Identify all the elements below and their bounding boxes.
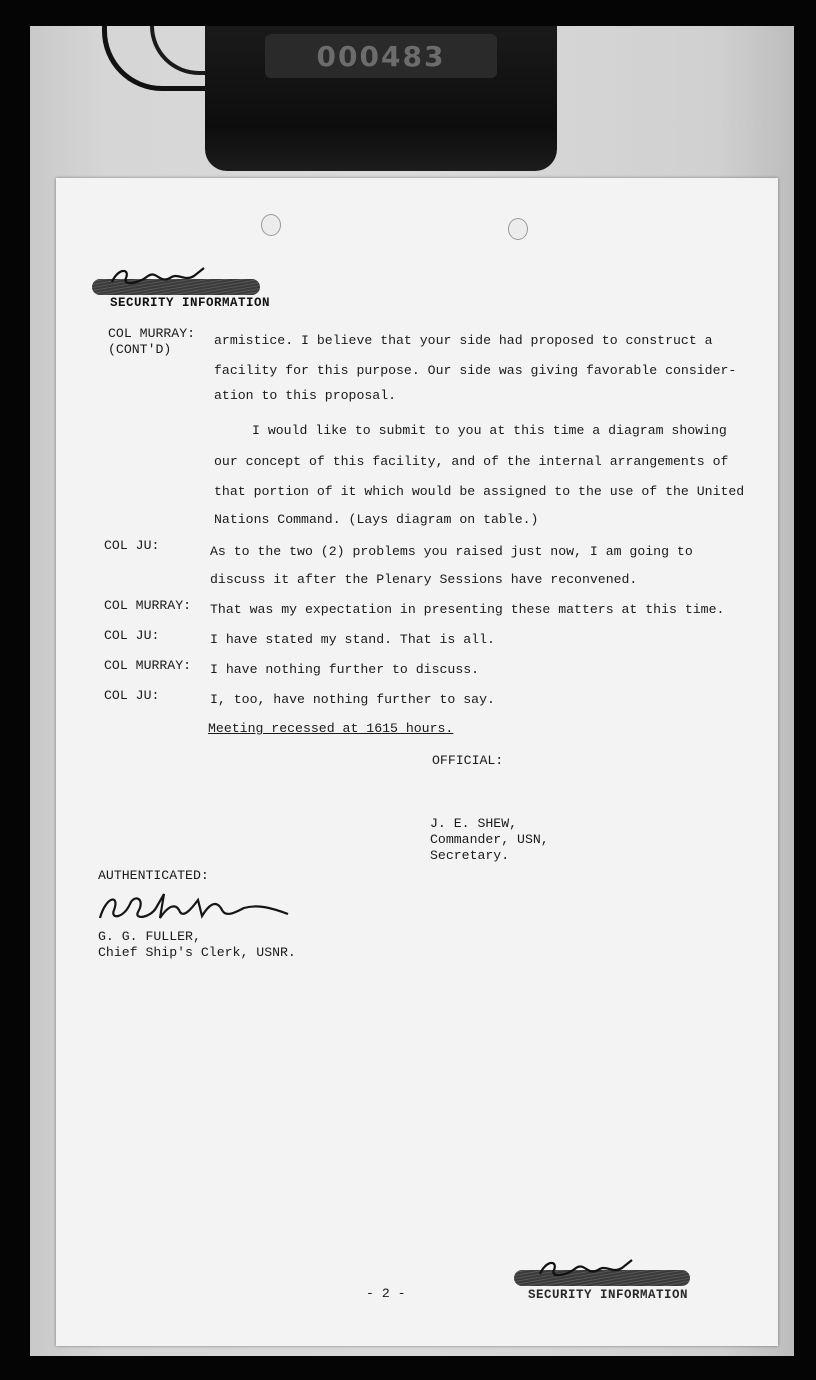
official-rank: Commander, USN,: [430, 832, 549, 847]
transcript-line: armistice. I believe that your side had proposed to construct a: [214, 333, 713, 348]
speaker-label: COL JU:: [104, 538, 160, 553]
transcript-line: discuss it after the Plenary Sessions have reconvened.: [210, 572, 638, 587]
official-label: OFFICIAL:: [432, 753, 504, 768]
classification-header: SECURITY INFORMATION: [110, 296, 271, 310]
handwritten-secret-mark-top: [108, 264, 218, 290]
authenticated-label: AUTHENTICATED:: [98, 868, 209, 883]
speaker-continued-label: (CONT'D): [108, 342, 172, 357]
document-page: [56, 178, 778, 1346]
page-number: - 2 -: [366, 1286, 406, 1301]
punch-hole-right: [508, 218, 528, 240]
official-title: Secretary.: [430, 848, 510, 863]
transcript-line: facility for this purpose. Our side was giving favorable consider-: [214, 363, 737, 378]
transcript-line: Nations Command. (Lays diagram on table.): [214, 512, 539, 527]
speaker-label: COL MURRAY:: [108, 326, 196, 341]
speaker-label: COL JU:: [104, 628, 160, 643]
transcript-line: I have nothing further to discuss.: [210, 662, 480, 677]
transcript-line: That was my expectation in presenting these matters at this time.: [210, 602, 725, 617]
transcript-line: our concept of this facility, and of the internal arrangements of: [214, 454, 729, 469]
frame-counter: [205, 26, 557, 171]
classification-footer: SECURITY INFORMATION: [528, 1288, 689, 1302]
transcript-line: ation to this proposal.: [214, 388, 397, 403]
transcript-line: I have stated my stand. That is all.: [210, 632, 495, 647]
transcript-line: that portion of it which would be assigned to the use of the United: [214, 484, 745, 499]
handwritten-signature: [94, 888, 294, 932]
speaker-label: COL MURRAY:: [104, 658, 192, 673]
transcript-line: I, too, have nothing further to say.: [210, 692, 495, 707]
punch-hole-left: [261, 214, 281, 236]
official-name: J. E. SHEW,: [430, 816, 518, 831]
handwritten-secret-mark-bottom: [536, 1256, 646, 1282]
transcript-line: As to the two (2) problems you raised just now, I am going to: [210, 544, 693, 559]
frame-counter-digits: 000483: [265, 34, 497, 78]
meeting-closing-note: Meeting recessed at 1615 hours.: [208, 721, 454, 736]
authenticated-name: G. G. FULLER,: [98, 929, 201, 944]
speaker-label: COL MURRAY:: [104, 598, 192, 613]
authenticated-title: Chief Ship's Clerk, USNR.: [98, 945, 296, 960]
speaker-label: COL JU:: [104, 688, 160, 703]
transcript-line: I would like to submit to you at this time a diagram showing: [252, 423, 727, 438]
